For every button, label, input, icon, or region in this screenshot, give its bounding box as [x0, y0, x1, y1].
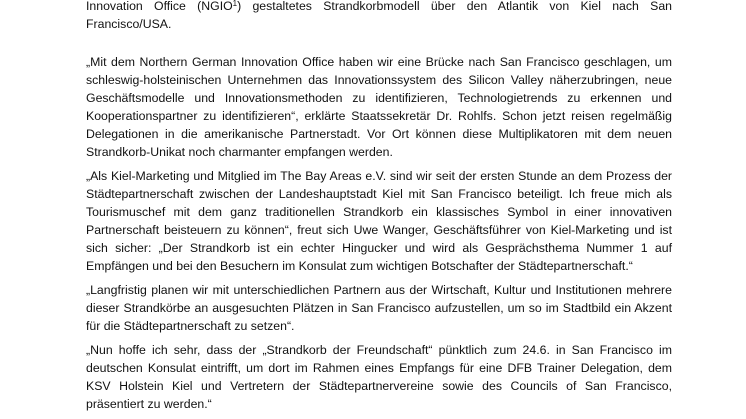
paragraph-wanger-quote: „Als Kiel-Marketing und Mitglied im The Bay Areas e.V. sind wir seit der ersten Stunde an dem Prozess der Städtepartnerschaft zwischen der Landeshauptstadt Kiel mit San Francisco beteiligt. Ich freue mich als Tourismuschef mit dem ganz traditionellen Strandkorb ein klassisches Symbol in einer innovativen Partnerschaft beisteuern zu können“, freut sich Uwe Wanger, Geschäftsführer von Kiel-Marketing und ist sich sicher: „Der Strandkorb ist ein echter Hingucker und wird als Gesprächsthema Nummer 1 auf Empfängen und bei den Besuchern im Konsulat zum wichtigen Botschafter der Städtepartnerschaft.“: [86, 169, 672, 273]
footnote-marker: 1: [232, 0, 238, 8]
paragraph-ngio-intro: [86, 0, 672, 33]
paragraph-arrival-hope: „Nun hoffe ich sehr, dass der „Strandkorb der Freundschaft“ pünktlich zum 24.6. in San Francisco im deutschen Konsulat eintrifft, um dort im Rahmen eines Empfangs für eine DFB Trainer Delegation, dem KSV Holstein Kiel und Vertretern der Städtepartnervereine sowie des Councils of San Francisco, präsentiert zu werden.“: [86, 343, 672, 411]
paragraph-ngio-text-end: ) gestaltetes Strandkorbmodell über den Atlantik von Kiel nach San Francisco/USA.: [86, 0, 672, 31]
paragraph-rohlfs-quote: „Mit dem Northern German Innovation Office haben wir eine Brücke nach San Francisco geschlagen, um schleswig-holsteinischen Unternehmen das Innovationssystem des Silicon Valley näherzubringen, neue Geschäftsmodelle und Innovationsmethoden zu identifizieren, Technologietrends zu erkennen und Kooperationspartner zu identifizieren“, erklärte Staatssekretär Dr. Rohlfs. Schon jetzt reisen regelmäßig Delegationen in die amerikanische Partnerstadt. Vor Ort können diese Multiplikatoren mit dem neuen Strandkorb-Unikat noch charmanter empfangen werden.: [86, 55, 672, 159]
paragraph-ngio-text-start: Innovation Office (NGIO: [86, 0, 233, 13]
paragraph-long-term-plan: „Langfristig planen wir mit unterschiedlichen Partnern aus der Wirtschaft, Kultur und Institutionen mehrere dieser Strandkörbe an ausgesuchten Plätzen in San Francisco aufzustellen, um so im Stadtbild ein Akzent für die Städtepartnerschaft zu setzen“.: [86, 283, 672, 333]
